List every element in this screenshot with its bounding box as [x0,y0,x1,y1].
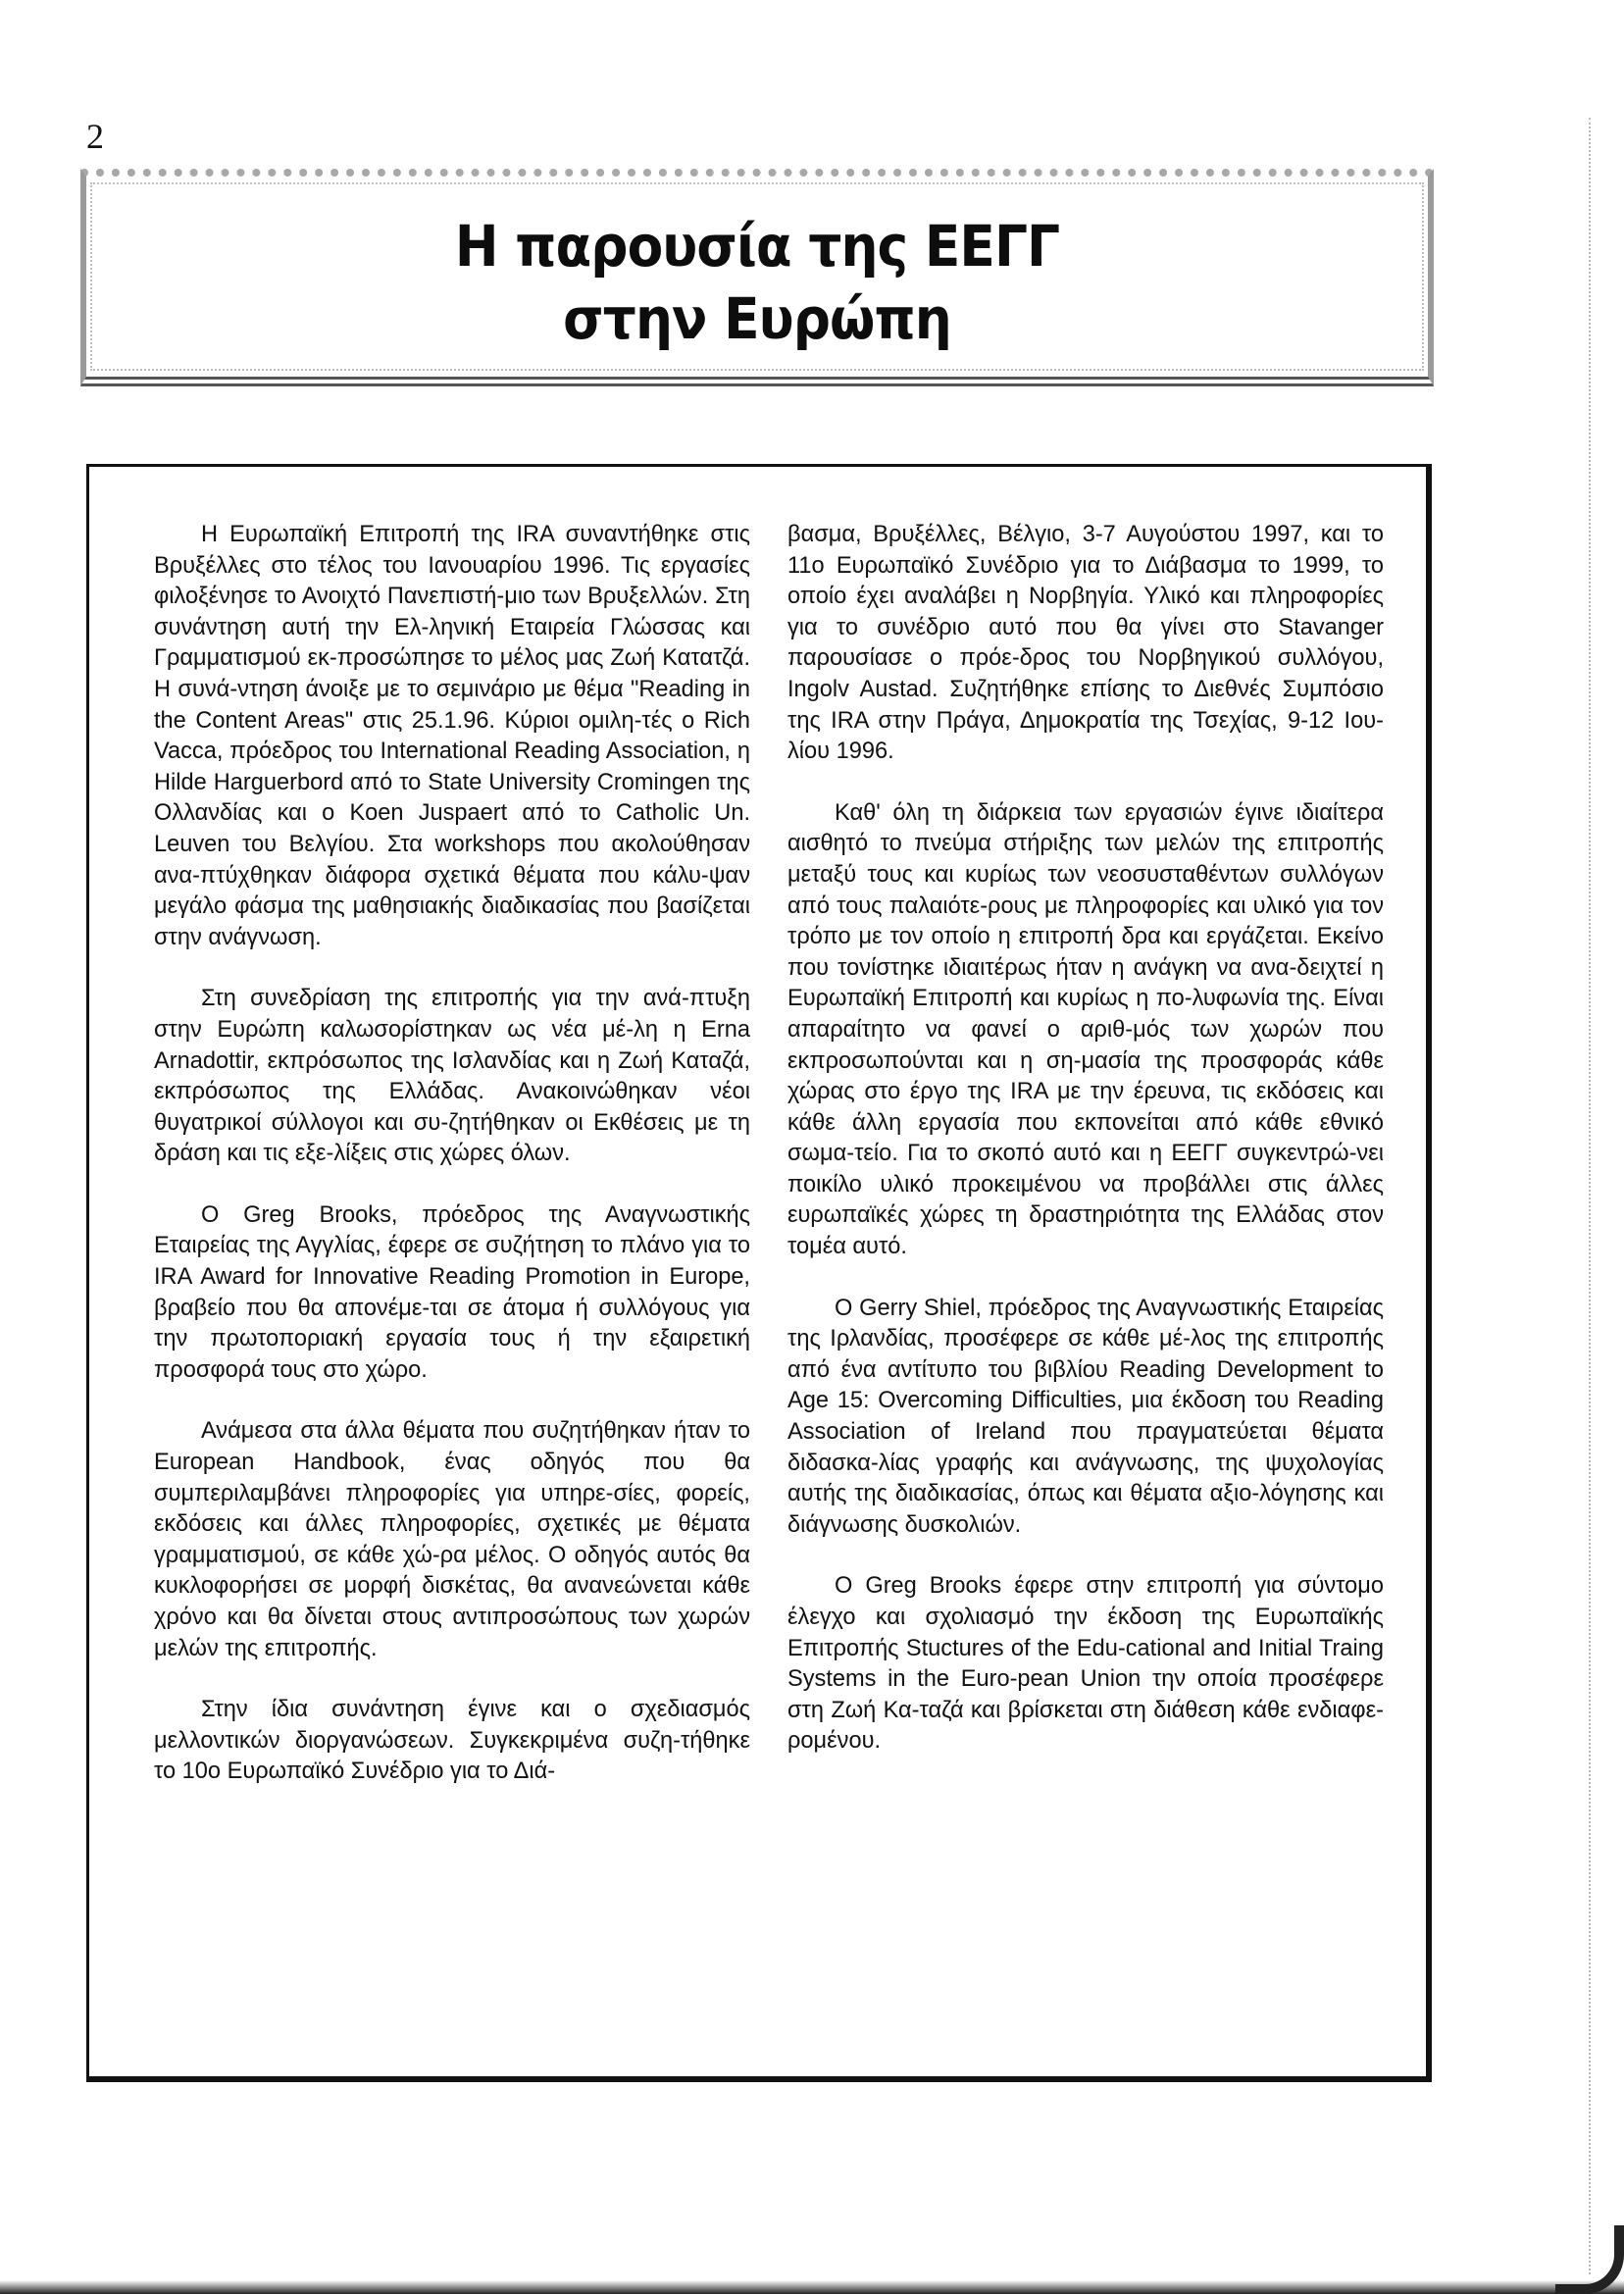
article-title-line-1: Η παρουσία της ΕΕΓΓ [454,213,1060,280]
scan-edge-shadow [1589,118,1597,2274]
paragraph: Ο Greg Brooks έφερε στην επιτροπή για σύντομο έλεγχο και σχολιασμό την έκδοση της Ευρωπαϊκής Επιτροπής Stuctures of the Edu-cational and Initial Traing Systems in the Euro-pean Union την οποία προσέφερε στη Ζωή Κα-ταζά και βρίσκεται στη διάθεση κάθε ενδιαφε-ρομένου. [787,1573,1384,1755]
article-column-left [154,520,750,1818]
paragraph-continued: βασμα, Βρυξέλλες, Βέλγιο, 3-7 Αυγούστου 1997, και το 11ο Ευρωπαϊκό Συνέδριο για το Διάβασμα το 1999, το οποίο έχει αναλάβει η Νορβηγία. Υλικό και πληροφορίες για το συνέδριο αυτό που θα γίνει στο Stavanger παρουσίασε ο πρόε-δρος του Νορβηγικού συλλόγου, Ingolv Austad. Συζητήθηκε επίσης το Διεθνές Συμπόσιο της IRA στην Πράγα, Δημοκρατία της Τσεχίας, 9-12 Ιου-λίου 1996. [787,522,1384,765]
paragraph: Ο Gerry Shiel, πρόεδρος της Αναγνωστικής Εταιρείας της Ιρλανδίας, προσέφερε σε κάθε μέ-λος της επιτροπής από ένα αντίτυπο του βιβλίου Reading Development to Age 15: Overcoming Difficulties, μια έκδοση του Reading Association of Ireland που πραγματεύεται θέματα διδασκα-λίας γραφής και ανάγνωσης, της ψυχολογίας αυτής της διαδικασίας, όπως και θέματα αξιο-λόγησης και διάγνωσης δυσκολιών. [787,1295,1384,1538]
article-frame [86,464,1432,2082]
paragraph: Ανάμεσα στα άλλα θέματα που συζητήθηκαν ήταν το European Handbook, ένας οδηγός που θα συμπεριλαμβάνει πληροφορίες για υπηρε-σίες, φορείς, εκδόσεις και άλλες πληροφορίες, σχετικές με θέματα γραμματισμού, σε κάθε χώ-ρα μέλος. Ο οδηγός αυτός θα κυκλοφορήσει σε μορφή δισκέτας, θα ανανεώνεται κάθε χρόνο και θα δίνεται στους αντιπροσώπους των χωρών μελών της επιτροπής. [154,1418,750,1661]
article-title-line-2: στην Ευρώπη [563,285,951,352]
title-banner [80,169,1434,386]
paragraph: Στη συνεδρίαση της επιτροπής για την ανά-πτυξη στην Ευρώπη καλωσορίστηκαν ως νέα μέ-λη η Erna Arnadottir, εκπρόσωπος της Ισλανδίας και η Ζωή Καταζά, εκπρόσωπος της Ελλάδας. Ανακοινώθηκαν νέοι θυγατρικοί σύλλογοι και συ-ζητήθηκαν οι Εκθέσεις με τη δράση και τις εξε-λίξεις στις χώρες όλων. [154,986,750,1167]
scan-bottom-shadow [0,2280,1624,2294]
page-number: 2 [86,117,104,156]
article-title [140,210,1375,355]
paragraph: Η Ευρωπαϊκή Επιτροπή της IRA συναντήθηκε στις Βρυξέλλες στο τέλος του Ιανουαρίου 1996. Τις εργασίες φιλοξένησε το Ανοιχτό Πανεπιστή-μιο των Βρυξελλών. Στη συνάντηση αυτή την Ελ-ληνική Εταιρεία Γλώσσας και Γραμματισμού εκ-προσώπησε το μέλος μας Ζωή Κατατζά. Η συνά-ντηση άνοιξε με το σεμινάριο με θέμα "Reading in the Content Areas" στις 25.1.96. Κύριοι ομιλη-τές ο Rich Vacca, πρόεδρος του International Reading Association, η Hilde Harguerbord από το State University Cromingen της Ολλανδίας και ο Koen Juspaert από το Catholic Un. Leuven του Βελγίου. Στα workshops που ακολούθησαν ανα-πτύχθηκαν διάφορα σχετικά θέματα που κάλυ-ψαν μεγάλο φάσμα της μαθησιακής διαδικασίας που βασίζεται στην ανάγνωση. [154,522,750,950]
paragraph: Καθ' όλη τη διάρκεια των εργασιών έγινε ιδιαίτερα αισθητό το πνεύμα στήριξης των μελών της επιτροπής μεταξύ τους και κυρίως των νεοσυσταθέντων συλλόγων από τους παλαιότε-ρους με πληροφορίες και υλικό για τον τρόπο με τον οποίο η επιτροπή δρα και εργάζεται. Εκείνο που τονίστηκε ιδιαιτέρως ήταν η ανάγκη να ανα-δειχτεί η Ευρωπαϊκή Επιτροπή και κυρίως η πο-λυφωνία της. Είναι απαραίτητο να φανεί ο αριθ-μός των χωρών που εκπροσωπούνται και η ση-μασία της προσφοράς κάθε χώρας στο έργο της IRA με την έρευνα, τις εκδόσεις και κάθε άλλη εργασία που εκπονείται από κάθε εθνικό σωμα-τείο. Για το σκοπό αυτό και η ΕΕΓΓ συγκεντρώ-νει ποικίλο υλικό προκειμένου να προβάλλει στις άλλες ευρωπαϊκές χώρες τη δραστηριότητα της Ελλάδας στον τομέα αυτό. [787,799,1384,1260]
article-column-right [787,520,1384,1788]
paragraph: Στην ίδια συνάντηση έγινε και ο σχεδιασμός μελλοντικών διοργανώσεων. Συγκεκριμένα συζη-τήθηκε το 10ο Ευρωπαϊκό Συνέδριο για το Διά- [154,1697,750,1785]
paragraph: Ο Greg Brooks, πρόεδρος της Αναγνωστικής Εταιρείας της Αγγλίας, έφερε σε συζήτηση το πλάνο για το IRA Award for Innovative Reading Promotion in Europe, βραβείο που θα απονέμε-ται σε άτομα ή συλλόγους για την πρωτοποριακή εργασία τους ή την εξαιρετική προσφορά τους στο χώρο. [154,1201,750,1383]
